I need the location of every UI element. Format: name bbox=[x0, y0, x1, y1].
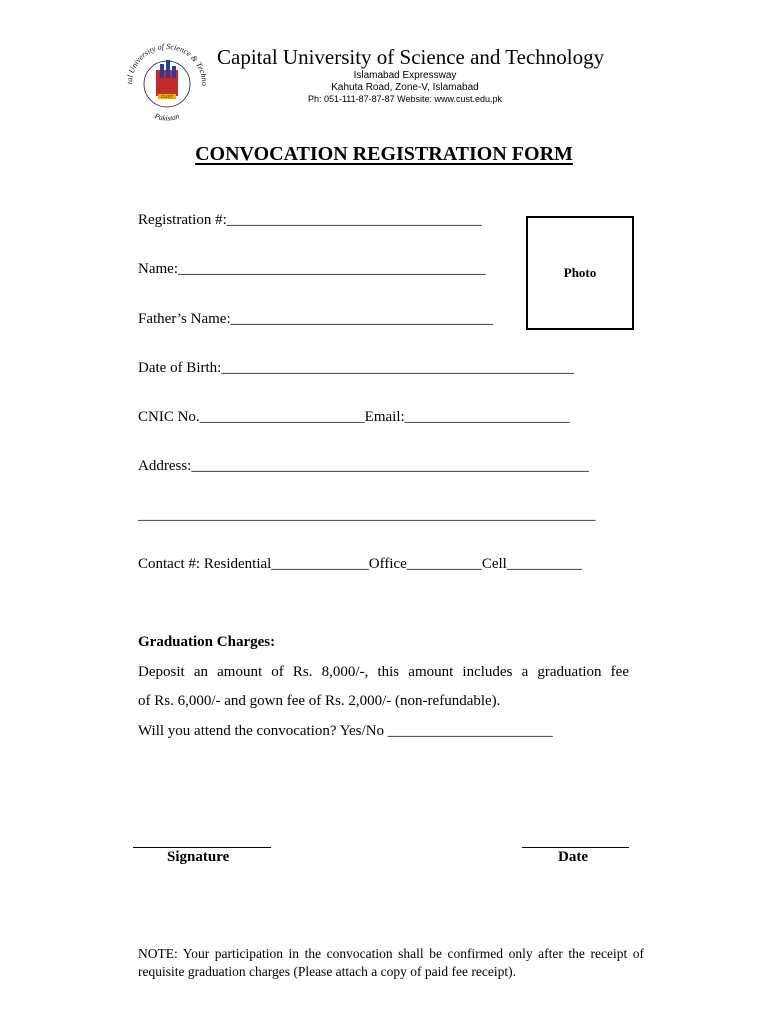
form-title: CONVOCATION REGISTRATION FORM bbox=[195, 143, 573, 165]
university-name: Capital University of Science and Technology bbox=[217, 45, 605, 69]
charges-heading: Graduation Charges: bbox=[138, 634, 276, 650]
signature-line bbox=[133, 847, 271, 848]
logo-country-text: Pakistan bbox=[153, 111, 181, 123]
address-line-1: Islamabad Expressway bbox=[353, 70, 457, 81]
contact-website-line: Ph: 051-111-87-87-87 Website: www.cust.edu.pk bbox=[307, 94, 503, 104]
date-label: Date bbox=[558, 849, 588, 865]
logo-arc-text: tal University of Science & Techno bbox=[124, 41, 210, 86]
address-field[interactable]: Address:_____________________________________________________ bbox=[138, 458, 589, 474]
name-field[interactable]: Name:_________________________________________ bbox=[138, 261, 486, 277]
date-line bbox=[522, 847, 629, 848]
university-logo bbox=[122, 40, 212, 124]
address-field-line-2[interactable]: _____________________________________________________________ bbox=[138, 507, 596, 523]
logo-abbr: CUST bbox=[160, 94, 174, 99]
address-line-2: Kahuta Road, Zone-V, Islamabad bbox=[331, 82, 479, 93]
contact-field[interactable]: Contact #: Residential_____________Office__________Cell__________ bbox=[138, 556, 582, 572]
cnic-email-field[interactable]: CNIC No.______________________Email:______________________ bbox=[138, 409, 570, 425]
attend-question[interactable]: Will you attend the convocation? Yes/No ______________________ bbox=[138, 723, 553, 739]
dob-field[interactable]: Date of Birth:_______________________________________________ bbox=[138, 360, 574, 376]
photo-box bbox=[526, 216, 634, 330]
photo-label: Photo bbox=[563, 265, 597, 280]
father-name-field[interactable]: Father’s Name:___________________________________ bbox=[138, 311, 494, 327]
charges-text-line-2: of Rs. 6,000/- and gown fee of Rs. 2,000/- (non-refundable). bbox=[138, 693, 501, 709]
registration-field[interactable]: Registration #:__________________________________ bbox=[138, 212, 482, 228]
signature-label: Signature bbox=[167, 849, 230, 865]
charges-text-line-1: Deposit an amount of Rs. 8,000/-, this amount includes a graduation fee bbox=[138, 664, 629, 680]
note-text: NOTE: Your participation in the convocation shall be confirmed only after the receipt of requisite graduation charges (Please attach a copy of paid fee receipt). bbox=[138, 946, 644, 979]
